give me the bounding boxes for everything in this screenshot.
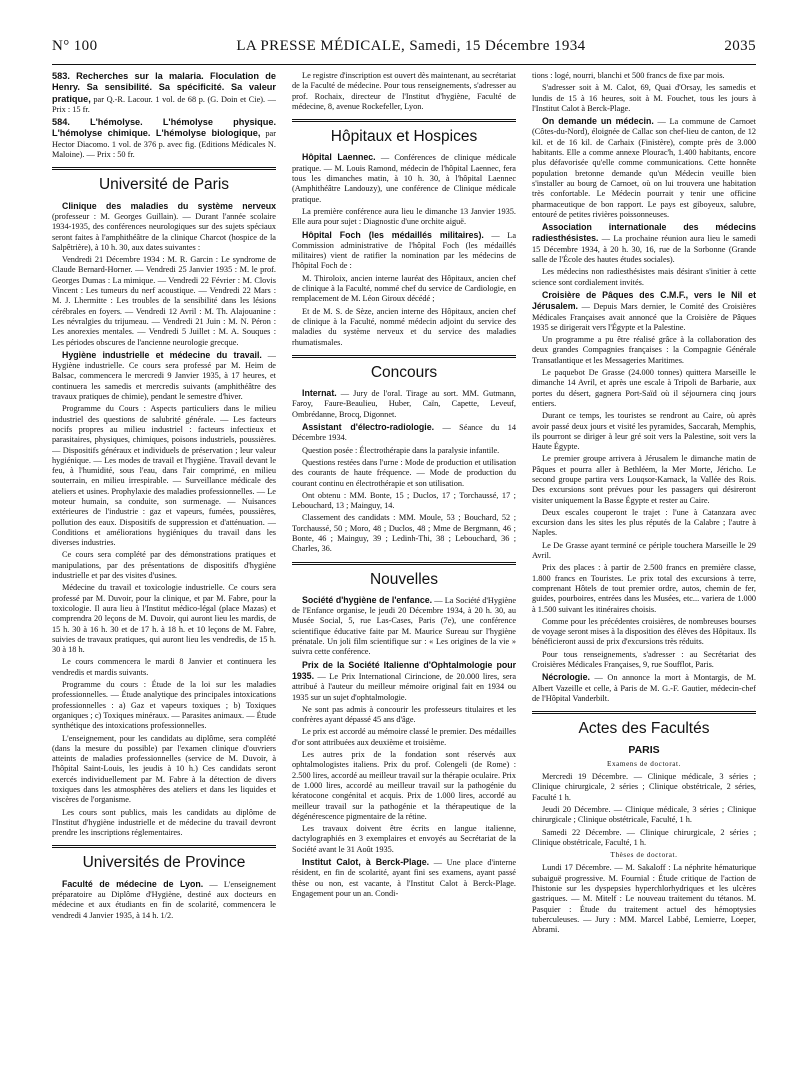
- article-heading: On demande un médecin.: [542, 116, 654, 127]
- article-paragraph: [52, 879, 276, 921]
- section-heading: Nouvelles: [369, 570, 439, 588]
- column-3: [532, 71, 756, 1071]
- section-rule: [52, 167, 276, 168]
- issue-number: N° 100: [52, 38, 98, 54]
- article-text: — Jury de l'oral. Tirage au sort. MM. Gutmann, Faroy, Faure-Beaulieu, Huber, Caïn, Capette, Leveuf, Ombrédanne, Brocq, Digonnet.: [292, 389, 516, 419]
- article-paragraph: Pour tous renseignements, s'adresser : au Secrétariat des Croisières Médicales Françaises, 9, rue Soufflot, Paris.: [532, 649, 756, 670]
- article-paragraph: tions : logé, nourri, blanchi et 500 francs de fixe par mois.: [532, 71, 725, 80]
- article-paragraph: Ont obtenu : MM. Bonte, 15 ; Duclos, 17 ; Torchaussé, 17 ; Lebouchard, 13 ; Mainguy, 14.: [292, 490, 516, 511]
- article-heading: Internat.: [302, 388, 337, 399]
- article-heading: Nécrologie.: [542, 672, 590, 683]
- article-text: — Hygiène industrielle. Ce cours sera professé par M. Heim de Balsac, commencera le mercredi 9 Janvier 1935, à 17 heures, et continuera les samedis et mercredis suivants (amphithéâtre des travaux pratiques de chimie), pendant le semestre d'hiver.: [52, 350, 276, 402]
- article-paragraph: Les cours sont publics, mais les candidats au diplôme de l'Institut d'hygiène industrielle et de médecine du travail devront prendre les inscriptions réglementaires.: [52, 807, 276, 838]
- article-heading: Croisière de Pâques des C.M.F., vers le Nil et Jérusalem.: [532, 289, 756, 312]
- section-rule: [52, 169, 276, 170]
- article-text: (professeur : M. Georges Guillain). — Durant l'année scolaire 1934-1935, des conférences neurologiques sur des sujets spéciaux seront faites à l'amphithéâtre de la clinique Charcot (hospice de la Salpêtrière), à 10 h. 30, aux dates suivantes :: [52, 211, 276, 252]
- bibliography-584-details: par Hector Diacomo. 1 vol. de 376 p. avec fig. (Editions Médicales N. Maloine). — Prix : 50 fr.: [52, 129, 276, 160]
- article-paragraph: [292, 422, 516, 444]
- section-heading: Universités de Province: [82, 854, 246, 872]
- article-paragraph: Le registre d'inscription est ouvert dès maintenant, au secrétariat de la Faculté de médecine. Pour tous renseignements, s'adresser au prof. Rochaix, directeur de l'Institut d'hygiène, Faculté de médecine, 8, avenue Rockefeller, Lyon.: [292, 71, 516, 111]
- article-paragraph: Prix des places : à partir de 2.500 francs en première classe, 1.800 francs en Touristes. Le prix total des excursions à terre, comprenant Hôtels de tout premier ordre, autos, chemin de fer, guides, pourboires, entrées dans les Musées, etc... variera de 1.000 à 1.500 suivant les itinéraires choisis.: [532, 563, 756, 614]
- article-paragraph: [292, 595, 516, 658]
- article-heading: Faculté de médecine de Lyon.: [62, 878, 204, 889]
- article-text: — Depuis Mars dernier, le Comité des Croisières Médicales Françaises avait annoncé que la Croisière de Pâques 1935 se dirigerait vers l'Égypte et la Palestine.: [532, 302, 756, 332]
- section-heading: Université de Paris: [98, 176, 230, 194]
- article-paragraph: S'adresser soit à M. Calot, 69, Quai d'Orsay, les samedis et lundis de 15 à 16 heures, soit à M. Fouchet, tous les jours à l'Institut Calot à Berck-Plage.: [532, 83, 756, 113]
- journal-title: LA PRESSE MÉDICALE, Samedi, 15 Décembre 1934: [236, 38, 586, 54]
- section-heading: Hôpitaux et Hospices: [330, 128, 478, 146]
- article-paragraph: Ce cours sera complété par des démonstrations pratiques et manipulations, par des présentations de dispositifs d'hygiène industrielle et par des visites d'usines.: [52, 550, 276, 581]
- article-paragraph: Le De Grasse ayant terminé ce périple touchera Marseille le 29 Avril.: [532, 540, 756, 561]
- article-paragraph: Question posée : Électrothérapie dans la paralysie infantile.: [302, 445, 500, 455]
- article-paragraph: [52, 201, 276, 253]
- article-paragraph: Ne sont pas admis à concourir les professeurs titulaires et les confrères ayant dépassé 45 ans d'âge.: [292, 704, 516, 725]
- article-paragraph: Le paquebot De Grasse (24.000 tonnes) quittera Marseille le dimanche 14 Avril, et après une escale à Tripoli de Barbarie, aux portes du désert, gagnera Port-Saïd où il séjournera cinq jours entiers.: [532, 368, 756, 408]
- bibliography-584-title: 584. L'hémolyse. L'hémolyse physique. L'hémolyse chimique. L'hémolyse biologique,: [52, 117, 276, 139]
- newspaper-page: [52, 38, 756, 1071]
- article-paragraph: Jeudi 20 Décembre. — Clinique médicale, 3 séries ; Clinique chirurgicale ; Clinique obstétricale, Faculté, 1 h.: [532, 805, 756, 825]
- article-paragraph: Le cours commencera le mardi 8 Janvier et continuera les vendredis et mardis suivants.: [52, 657, 276, 677]
- columns: [52, 71, 756, 1071]
- subsection-label: Examens de doctorat.: [606, 759, 682, 768]
- article-paragraph: Comme pour les précédentes croisières, de nombreuses bourses de voyage seront mises à la disposition des élèves des Hôpitaux. Ils bénéficieront aussi de prix d'excursions très réduits.: [532, 616, 756, 647]
- article-text: — La commune de Carnoet (Côtes-du-Nord), éloignée de Callac son chef-lieu de canton, de 12 kil. et de 16 kil. de Carhaix (Finistère), compte près de 3.000 habitants. Elle a comme annexe Plourac'h, 1.400 habitants, encore plus défavorisée qu'elle comme communications. Cette honnête population bretonne demande qu'un Médecin veuille bien s'installer au bourg de Carnoet, où on lui trouvera une habitation très confortable. Le Médecin pourrait y tenir une officine pharmaceutique de bon rapport. Le pays est giboyeux, salubre, entouré de petites rivières poissonneuses.: [532, 117, 756, 219]
- section-heading: Concours: [370, 363, 438, 381]
- article-paragraph: [532, 290, 756, 333]
- article-paragraph: Mercredi 19 Décembre. — Clinique médicale, 3 séries ; Clinique chirurgicale, 2 séries ; Clinique obstétricale, 2 séries, Faculté 1 h.: [532, 772, 756, 802]
- article-paragraph: Le premier groupe arrivera à Jérusalem le dimanche matin de Pâques et pourra aller à Bethléem, la Mer Morte, Jéricho. Le second groupe partira vers Louqsor-Karnack, la Vallée des Rois. Des excursions sont prévues pour les passagers qui désireront visiter uniquement la Basse Égypte et rester au Caire.: [532, 454, 756, 505]
- article-paragraph: L'enseignement, pour les candidats au diplôme, sera complété (dans la mesure du possible) par l'examen clinique d'ouvriers atteints de maladies professionnelles (service de M. Duvoir, à l'hôpital Saint-Louis, les jeudis à 10 h.) Ces candidats seront exercés individuellement par M. Fabre à la détection de divers toxiques dans les atmosphères des ateliers et dans les liquides et viscères de l'organisme.: [52, 733, 276, 805]
- article-text: — Le Prix International Cirincione, de 20.000 lires, sera attribué à l'auteur du meilleur mémoire original fait en 1934 ou 1935 sur un sujet d'ophtalmologie.: [292, 671, 516, 702]
- column-1: [52, 71, 276, 1071]
- article-heading: Hôpital Laennec.: [302, 152, 376, 163]
- section-rule: [292, 121, 516, 122]
- article-paragraph: Vendredi 21 Décembre 1934 : M. R. Garcin : Le syndrome de Claude Bernard-Horner. — Vendredi 25 Janvier 1935 : M. le prof. Georges Dumas : La mimique. — Vendredi 22 Février : M. Clovis Vincent : Les tumeurs du nerf acoustique. — Vendredi 22 Mars : M. J. Lhermitte : Les troubles de la sensibilité dans les lésions cérébrales en foyers. — Vendredi 12 Avril : M. Th. Alajouanine : Les névralgies du trijumeau. — Vendredi 21 Juin : M. N. Péron : Les anorexies mentales. — Vendredi 5 Juillet : M. A. Souques : Les périodes obscures de l'ancienne neurologie grecque.: [52, 255, 276, 347]
- section-rule: [292, 562, 516, 563]
- article-heading: Association internationale des médecins radiesthésistes.: [532, 222, 756, 244]
- article-heading: Hygiène industrielle et médecine du travail.: [62, 349, 262, 360]
- article-paragraph: Deux escales couperont le trajet : l'une à Catanzara avec excursion dans les sites les plus réputés de la Calabre ; l'autre à Naples.: [532, 507, 756, 538]
- article-text: — La prochaine réunion aura lieu le samedi 15 Décembre 1934, à 20 h. 30, 16, rue de la Sorbonne (Grande salle de l'École des hautes études sociales).: [532, 234, 756, 265]
- article-text: — Séance du 14 Décembre 1934.: [292, 423, 516, 443]
- article-text: — On annonce la mort à Montargis, de M. Albert Vazeille et celle, à Paris de M. G.-F. Gautier, médecin-chef de l'Hôpital Vanderbilt.: [532, 673, 756, 703]
- section-rule: [52, 845, 276, 846]
- article-paragraph: [292, 230, 516, 272]
- article-paragraph: Médecine du travail et toxicologie industrielle. Ce cours sera professé par M. Duvoir, pour la clinique, et par M. Fabre, pour la toxicologie. Il aura lieu à l'Institut médico-légal (place Mazas) et comprendra 20 leçons de M. Duvoir, qui auront lieu les mardis, de 15 h. 30 à 16 h. 30 et de 17 h. à 18 h. et 10 leçons de M. Fabre, suivies de travaux pratiques, qui auront lieu les vendredis, de 15 h. 30 à 18 h.: [52, 583, 276, 655]
- bibliography-583: [52, 71, 276, 115]
- article-paragraph: Et de M. S. de Sèze, ancien interne des Hôpitaux, ancien chef de clinique à la Faculté, nommé médecin adjoint du service des maladies du système nerveux et du service des maladies rhumatismales.: [292, 306, 516, 347]
- section-heading: Actes des Facultés: [578, 720, 710, 738]
- article-paragraph: Programme du cours : Étude de la loi sur les maladies professionnelles. — Étude analytique des principales intoxications professionnelles : a) Gaz et vapeurs toxiques ; b) Toxiques organiques ; c) Toxiques minéraux. — Parasites animaux. — Étude synthétique des intoxications professionnelles.: [52, 680, 276, 731]
- article-paragraph: Classement des candidats : MM. Moule, 53 ; Bouchard, 52 ; Torchaussé, 50 ; Moro, 48 ; Duclos, 48 ; Mme de Bergmann, 46 ; Bonte, 46 ; Mainguy, 39 ; Ledinh-Thi, 38 ; Lebouchard, 36 ; Charles, 36.: [292, 513, 516, 554]
- article-paragraph: M. Thiroloix, ancien interne lauréat des Hôpitaux, ancien chef de clinique à la Faculté, nommé chef du service de Cardiologie, en remplacement de M. Léon Giroux décédé ;: [292, 273, 516, 304]
- section-rule: [52, 847, 276, 848]
- article-text: — Conférences de clinique médicale pratique. — M. Louis Ramond, médecin de l'hôpital Laennec, fera tous les dimanches matin, à 10 h. 30, à l'hôpital Laennec (Amphithéâtre Landouzy), une conférence de Clinique médicale pratique.: [292, 153, 516, 204]
- article-paragraph: [532, 672, 756, 704]
- article-paragraph: [292, 388, 516, 420]
- article-heading: Institut Calot, à Berck-Plage.: [302, 857, 430, 867]
- article-text: — Une place d'interne résident, en fin de scolarité, ayant fini ses examens, ayant passé thèse ou non, est vacante, à l'Institut Calot à Berck-Plage. Engagement pour un an. Condi-: [292, 858, 516, 898]
- article-heading: Assistant d'électro-radiologie.: [302, 422, 435, 433]
- article-paragraph: Un programme a pu être réalisé grâce à la collaboration des deux grandes Compagnies françaises : la Compagnie Générale Transatlantique et les Messageries Maritimes.: [532, 335, 756, 365]
- article-heading: Société d'hygiène de l'enfance.: [302, 594, 433, 605]
- section-rule: [292, 355, 516, 356]
- article-paragraph: [532, 222, 756, 265]
- article-paragraph: Les médecins non radiesthésistes mais désirant s'initier à cette science sont cordialement invités.: [532, 267, 756, 287]
- bibliography-584: [52, 117, 276, 160]
- column-2: [292, 71, 516, 1071]
- page-header: [52, 38, 756, 60]
- article-paragraph: Lundi 17 Décembre. — M. Sakaloff : La néphrite hématurique subaiguë progressive. M. Fournial : Étude critique de l'action de l'histonie sur les dyspepsies hyperchlorhydriques et les ulcères gastriques. — M. Mitelf : Le nouveau traitement du tétanos. M. Pasquier : Étude du traitement actuel des hémoptysies tuberculeuses. — Jury : MM. Marcel Labbé, Lemierre, Loeper, Abrami.: [532, 863, 756, 935]
- bibliography-583-title: 583. Recherches sur la malaria. Floculation de Henry. Sa sensibilité. Sa spécificité. Sa valeur pratique,: [52, 71, 276, 104]
- article-paragraph: [292, 152, 516, 204]
- article-paragraph: Questions restées dans l'urne : Mode de production et utilisation des courants de haute fréquence. — Mode de production du courant continu en électrothérapie et son utilisation.: [292, 457, 516, 488]
- bibliography-583-details: par Q.-R. Lacour. 1 vol. de 68 p. (G. Doin et Cie). — Prix : 15 fr.: [52, 94, 276, 114]
- article-paragraph: Les travaux doivent être écrits en langue italienne, dactylographiés en 3 exemplaires et envoyés au Secrétariat de la Société avant le 31 Août 1935.: [292, 824, 516, 854]
- article-paragraph: Samedi 22 Décembre. — Clinique chirurgicale, 2 séries ; Clinique obstétricale, Faculté, 1 h.: [532, 827, 756, 847]
- article-paragraph: [52, 350, 276, 402]
- article-text: — La Société d'Hygiène de l'Enfance organise, le jeudi 20 Décembre 1934, à 20 h. 30, au Musée Social, 5, rue Las-Cases, Paris (7e), une conférence scientifique éducative faite par M. Maurice Sureau sur l'hygiène prénatale. Un joli film scientifique sur : « Les origines de la vie » suivra cette conférence.: [292, 595, 516, 657]
- subsection-label: Thèses de doctorat.: [610, 851, 678, 860]
- article-text: — La Commission administrative de l'hôpital Foch (les médaillés militaires) vient de ratifier la nomination par les médecins de l'hôpital Foch de :: [292, 230, 516, 271]
- article-paragraph: Le prix est accordé au mémoire classé le premier. Des médailles d'or sont attribuées aux deuxième et troisième.: [292, 727, 516, 747]
- section-rule: [292, 357, 516, 358]
- article-paragraph: [292, 857, 516, 899]
- article-paragraph: Les autres prix de la fondation sont réservés aux ophtalmologistes italiens. Prix du prof. Colengeli (de Rome) : 2.500 lires, accordé au meilleur travail sur la thérapie oculaire. Prix de 1.000 lires, accordé au meilleur travail sur la pathogénie du kératocone congénital et acquis. Prix de 1.000 lires, accordé au meilleur travail sur la pathogénie et la thérapeutique de la dégénérescence pigmentaire de la rétine.: [292, 750, 516, 821]
- article-heading: Prix de la Société Italienne d'Ophtalmologie pour 1935.: [292, 659, 516, 681]
- section-rule: [532, 713, 756, 714]
- header-rule: [52, 64, 756, 65]
- article-heading: Hôpital Foch (les médaillés militaires).: [302, 229, 484, 240]
- article-text: — L'enseignement préparatoire au Diplôme d'Hygiène, destiné aux docteurs en médecine et aux étudiants en fin de scolarité, commencera le vendredi 4 Janvier 1935, à 14 h. 1/2.: [52, 879, 276, 920]
- article-paragraph: [532, 116, 756, 220]
- section-rule: [532, 711, 756, 712]
- article-heading: Clinique des maladies du système nerveux: [62, 200, 276, 211]
- section-rule: [292, 119, 516, 120]
- article-paragraph: Programme du Cours : Aspects particuliers dans le milieu industriel des questions de salubrité générale. — Les facteurs nocifs propres au milieu industriel : facteurs infectieux et parasitaires, physiques, chimiques, poisons industriels, poussières. — Dispositifs généraux et individuels de préservation ; leur valeur hygiénique. — Les modes de travail et l'hygiène. Travail devant le feu, à l'humidité, sous l'eau, dans l'air comprimé, en milieu souterrain, en milieu irrespirable. — Surveillance médicale des ateliers et usines. Prophylaxie des maladies professionnelles. — Le moteur humain, sa conduite, son surmenage. — Nuisances extérieures de l'industrie : gaz et vapeurs, fumées, poussières, pollution des eaux. Dispositifs de suppression et d'atténuation. — Conditions et améliorations hygiéniques du travail dans les diverses industries.: [52, 404, 276, 548]
- section-rule: [292, 564, 516, 565]
- article-paragraph: [292, 660, 516, 703]
- page-number: 2035: [724, 38, 756, 54]
- article-paragraph: La première conférence aura lieu le dimanche 13 Janvier 1935. Elle aura pour sujet : Diagnostic d'une orchite aiguë.: [292, 206, 516, 227]
- article-paragraph: Durant ce temps, les touristes se rendront au Caire, où après avoir passé deux jours et visité les pyramides, Saccarah, Memphis, ils pourront se diriger à leur gré soit vers la Palestine, soit vers la Haute Égypte.: [532, 411, 756, 452]
- subsection-heading: PARIS: [628, 743, 660, 756]
